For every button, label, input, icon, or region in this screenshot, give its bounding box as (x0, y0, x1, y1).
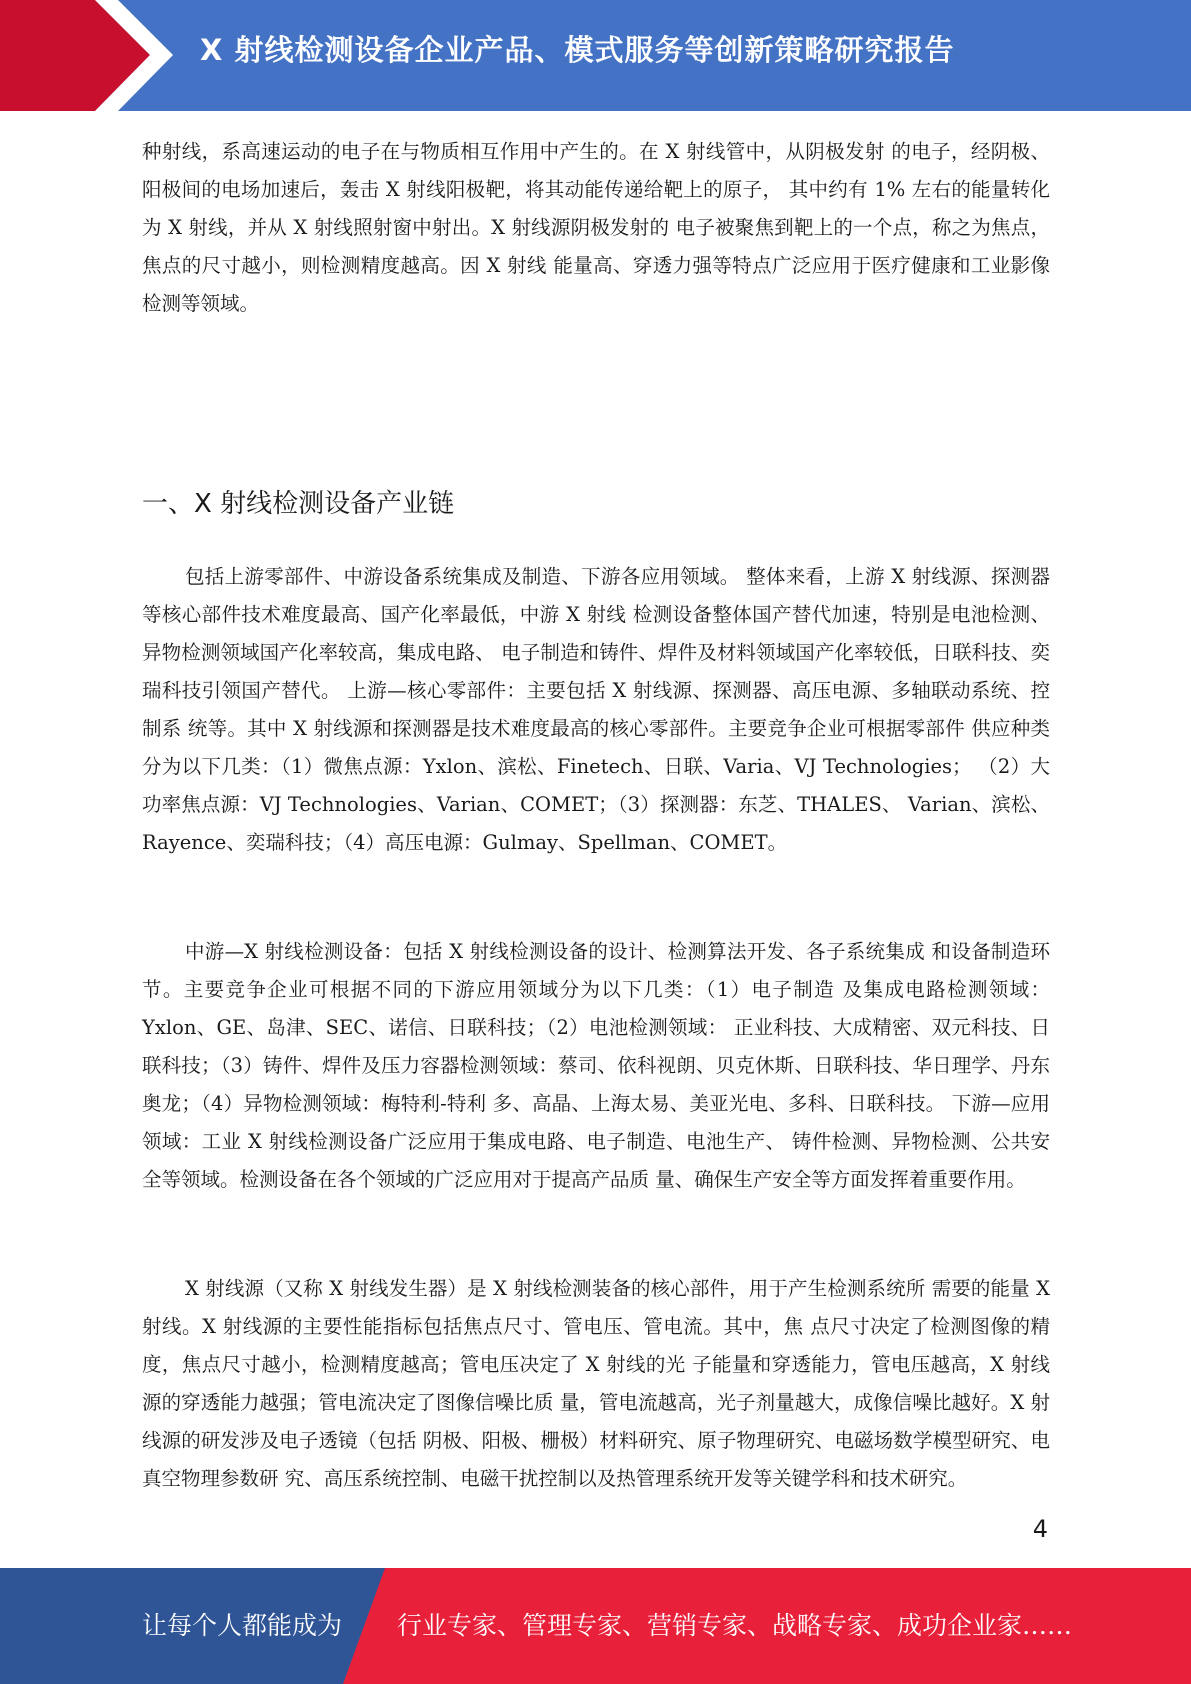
footer-slogan-right: 行业专家、管理专家、营销专家、战略专家、成功企业家…… (397, 1611, 1073, 1640)
paragraph-midstream: 中游—X 射线检测设备：包括 X 射线检测设备的设计、检测算法开发、各子系统集成 和设备制造环节。主要竞争企业可根据不同的下游应用领域分为以下几类：（1）电子制造 及集成电路检测领域：Yxlon、GE、岛津、SEC、诺信、日联科技；（2）电池检测领域： 正业科技、大成精密、双元科技、日联科技；（3）铸件、焊件及压力容器检测领域：蔡司、依科视朗、贝克休斯、日联科技、华日理学、丹东奥龙；（4）异物检测领域：梅特利-特利 多、高晶、上海太易、美亚光电、多科、日联科技。 下游—应用领域：工业 X 射线检测设备广泛应用于集成电路、电子制造、电池生产、 铸件检测、异物检测、公共安全等领域。检测设备在各个领域的广泛应用对于提高产品质 量、确保生产安全等方面发挥着重要作用。 (142, 940, 1050, 1191)
page-footer (0, 1568, 1191, 1684)
page-header (0, 0, 1191, 111)
report-title: X 射线检测设备企业产品、模式服务等创新策略研究报告 (200, 33, 955, 67)
paragraph-xray-source: X 射线源（又称 X 射线发生器）是 X 射线检测装备的核心部件，用于产生检测系统所 需要的能量 X 射线。X 射线源的主要性能指标包括焦点尺寸、管电压、管电流。其中，焦 点尺寸决定了检测图像的精度，焦点尺寸越小，检测精度越高；管电压决定了 X 射线的光 子能量和穿透能力，管电压越高，X 射线源的穿透能力越强；管电流决定了图像信噪比质 量，管电流越高，光子剂量越大，成像信噪比越好。X 射线源的研发涉及电子透镜（包括 阴极、阳极、栅极）材料研究、原子物理研究、电磁场数学模型研究、电真空物理参数研 究、高压系统控制、电磁干扰控制以及热管理系统开发等关键学科和技术研究。 (142, 1277, 1050, 1490)
page-number: 4 (1032, 1515, 1048, 1543)
paragraph-industry-chain: 包括上游零部件、中游设备系统集成及制造、下游各应用领域。 整体来看，上游 X 射线源、探测器等核心部件技术难度最高、国产化率最低，中游 X 射线 检测设备整体国产替代加速，特别是电池检测、异物检测领域国产化率较高，集成电路、 电子制造和铸件、焊件及材料领域国产化率较低，日联科技、奕瑞科技引领国产替代。 上游—核心零部件：主要包括 X 射线源、探测器、高压电源、多轴联动系统、控制系 统等。其中 X 射线源和探测器是技术难度最高的核心零部件。主要竞争企业可根据零部件 供应种类分为以下几类：（1）微焦点源：Yxlon、滨松、Finetech、日联、Varia、VJ Technologies； （2）大功率焦点源：VJ Technologies、Varian、COMET；（3）探测器：东芝、THALES、 Varian、滨松、Rayence、奕瑞科技；（4）高压电源：Gulmay、Spellman、COMET。 (142, 565, 1050, 854)
footer-slogan-left: 让每个人都能成为 (142, 1611, 343, 1640)
section-heading: 一、X 射线检测设备产业链 (142, 489, 455, 519)
paragraph-intro: 种射线，系高速运动的电子在与物质相互作用中产生的。在 X 射线管中，从阴极发射 的电子，经阴极、阳极间的电场加速后，轰击 X 射线阳极靶，将其动能传递给靶上的原子， 其中约有 1% 左右的能量转化为 X 射线，并从 X 射线照射窗中射出。X 射线源阴极发射的 电子被聚焦到靶上的一个点，称之为焦点，焦点的尺寸越小，则检测精度越高。因 X 射线 能量高、穿透力强等特点广泛应用于医疗健康和工业影像检测等领域。 (142, 140, 1050, 315)
